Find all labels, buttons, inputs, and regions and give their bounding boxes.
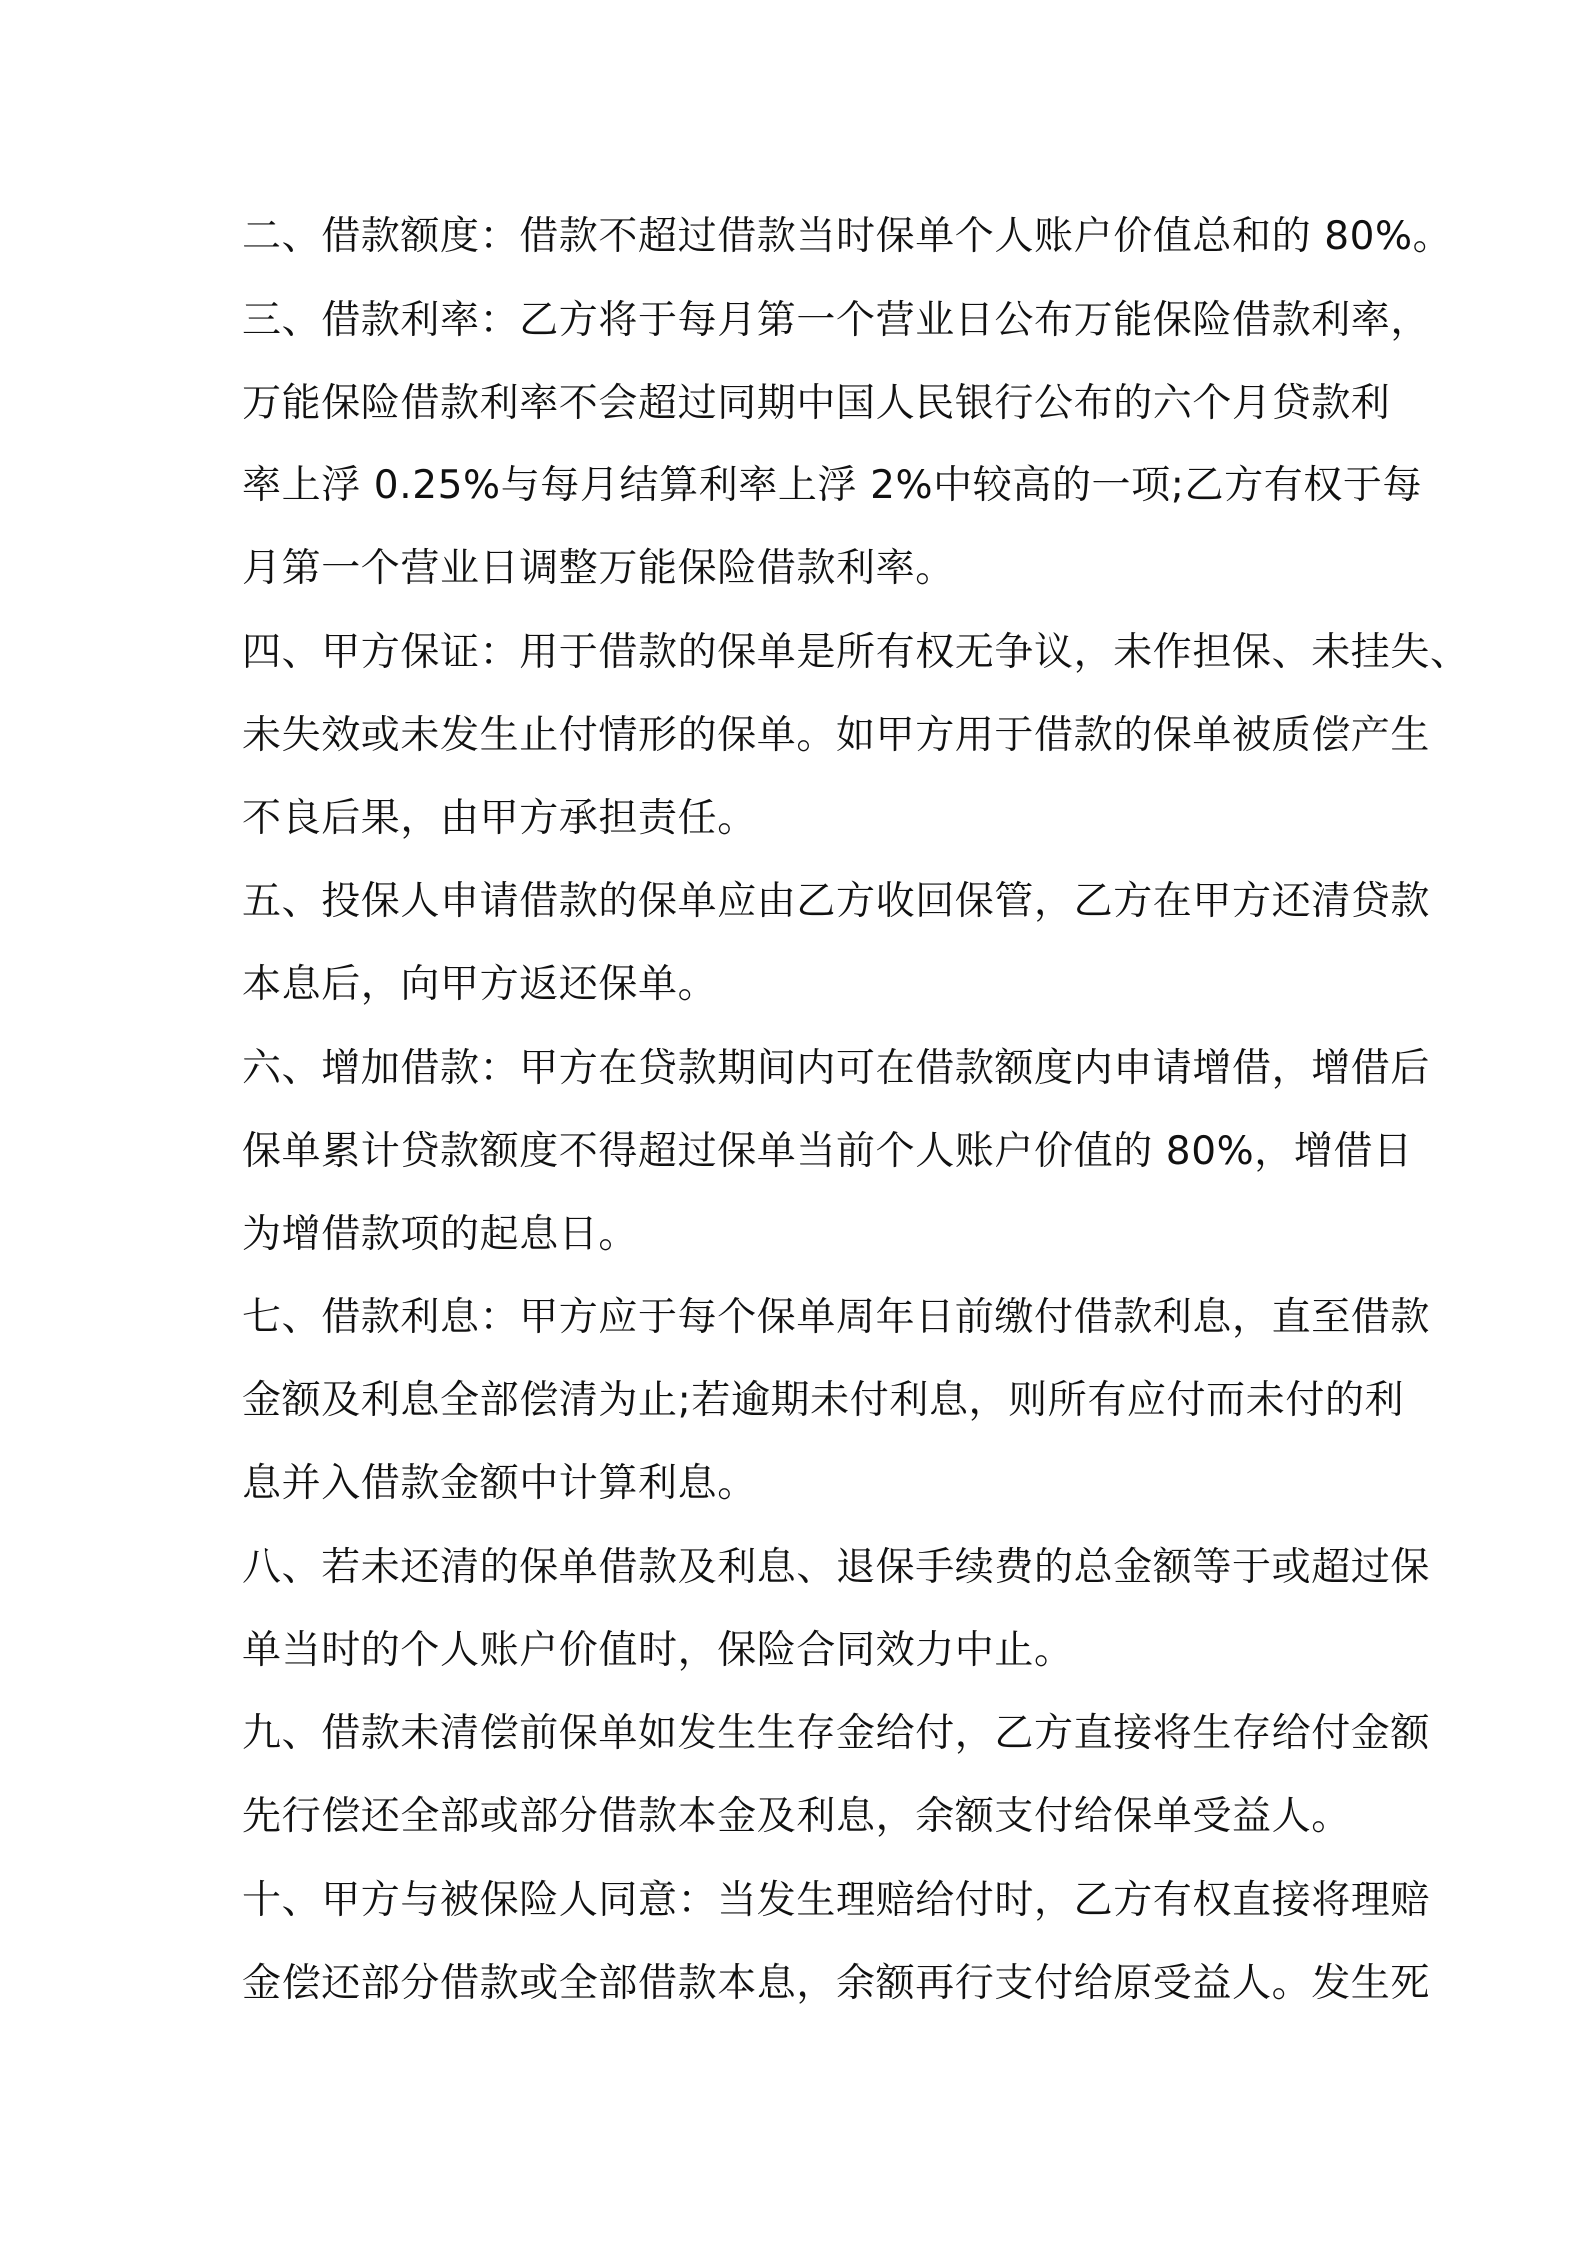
text-line: 三、借款利率：乙方将于每月第一个营业日公布万能保险借款利率，	[242, 297, 1431, 343]
clause-2-paragraph	[242, 196, 1453, 279]
text-line: 万能保险借款利率不会超过同期中国人民银行公布的六个月贷款利	[242, 380, 1391, 426]
text-line: 为增借款项的起息日。	[242, 1211, 639, 1257]
clause-10-paragraph	[242, 1860, 1431, 2026]
clause-8-paragraph	[242, 1527, 1431, 1693]
text-line: 息并入借款金额中计算利息。	[242, 1460, 757, 1506]
text-line: 保单累计贷款额度不得超过保单当前个人账户价值的 80%，增借日	[242, 1128, 1413, 1174]
text-line: 金偿还部分借款或全部借款本息，余额再行支付给原受益人。发生死	[242, 1960, 1431, 2006]
text-line: 本息后，向甲方返还保单。	[242, 962, 718, 1008]
text-line: 二、借款额度：借款不超过借款当时保单个人账户价值总和的 80%。	[242, 214, 1453, 259]
document-body	[242, 196, 1470, 2027]
clause-6-paragraph	[242, 1028, 1431, 1276]
text-line: 八、若未还清的保单借款及利息、退保手续费的总金额等于或超过保	[242, 1544, 1431, 1590]
text-line: 四、甲方保证：用于借款的保单是所有权无争议，未作担保、未挂失、	[242, 629, 1470, 675]
clause-3-paragraph	[242, 280, 1431, 611]
text-line: 未失效或未发生止付情形的保单。如甲方用于借款的保单被质偿产生	[242, 712, 1431, 758]
clause-9-paragraph	[242, 1693, 1431, 1859]
text-line: 七、借款利息：甲方应于每个保单周年日前缴付借款利息，直至借款	[242, 1295, 1431, 1341]
text-line: 率上浮 0.25%与每月结算利率上浮 2%中较高的一项;乙方有权于每	[242, 463, 1423, 509]
text-line: 先行偿还全部或部分借款本金及利息，余额支付给保单受益人。	[242, 1794, 1351, 1840]
text-line: 五、投保人申请借款的保单应由乙方收回保管，乙方在甲方还清贷款	[242, 879, 1431, 925]
clause-5-paragraph	[242, 861, 1431, 1027]
text-line: 月第一个营业日调整万能保险借款利率。	[242, 546, 955, 592]
text-line: 九、借款未清偿前保单如发生生存金给付，乙方直接将生存给付金额	[242, 1711, 1431, 1757]
text-line: 单当时的个人账户价值时，保险合同效力中止。	[242, 1627, 1074, 1673]
text-line: 不良后果，由甲方承担责任。	[242, 795, 757, 841]
text-line: 十、甲方与被保险人同意：当发生理赔给付时，乙方有权直接将理赔	[242, 1877, 1431, 1923]
text-line: 金额及利息全部偿清为止;若逾期未付利息，则所有应付而未付的利	[242, 1378, 1405, 1424]
text-line: 六、增加借款：甲方在贷款期间内可在借款额度内申请增借，增借后	[242, 1045, 1431, 1091]
clause-4-paragraph	[242, 612, 1470, 860]
clause-7-paragraph	[242, 1277, 1431, 1525]
